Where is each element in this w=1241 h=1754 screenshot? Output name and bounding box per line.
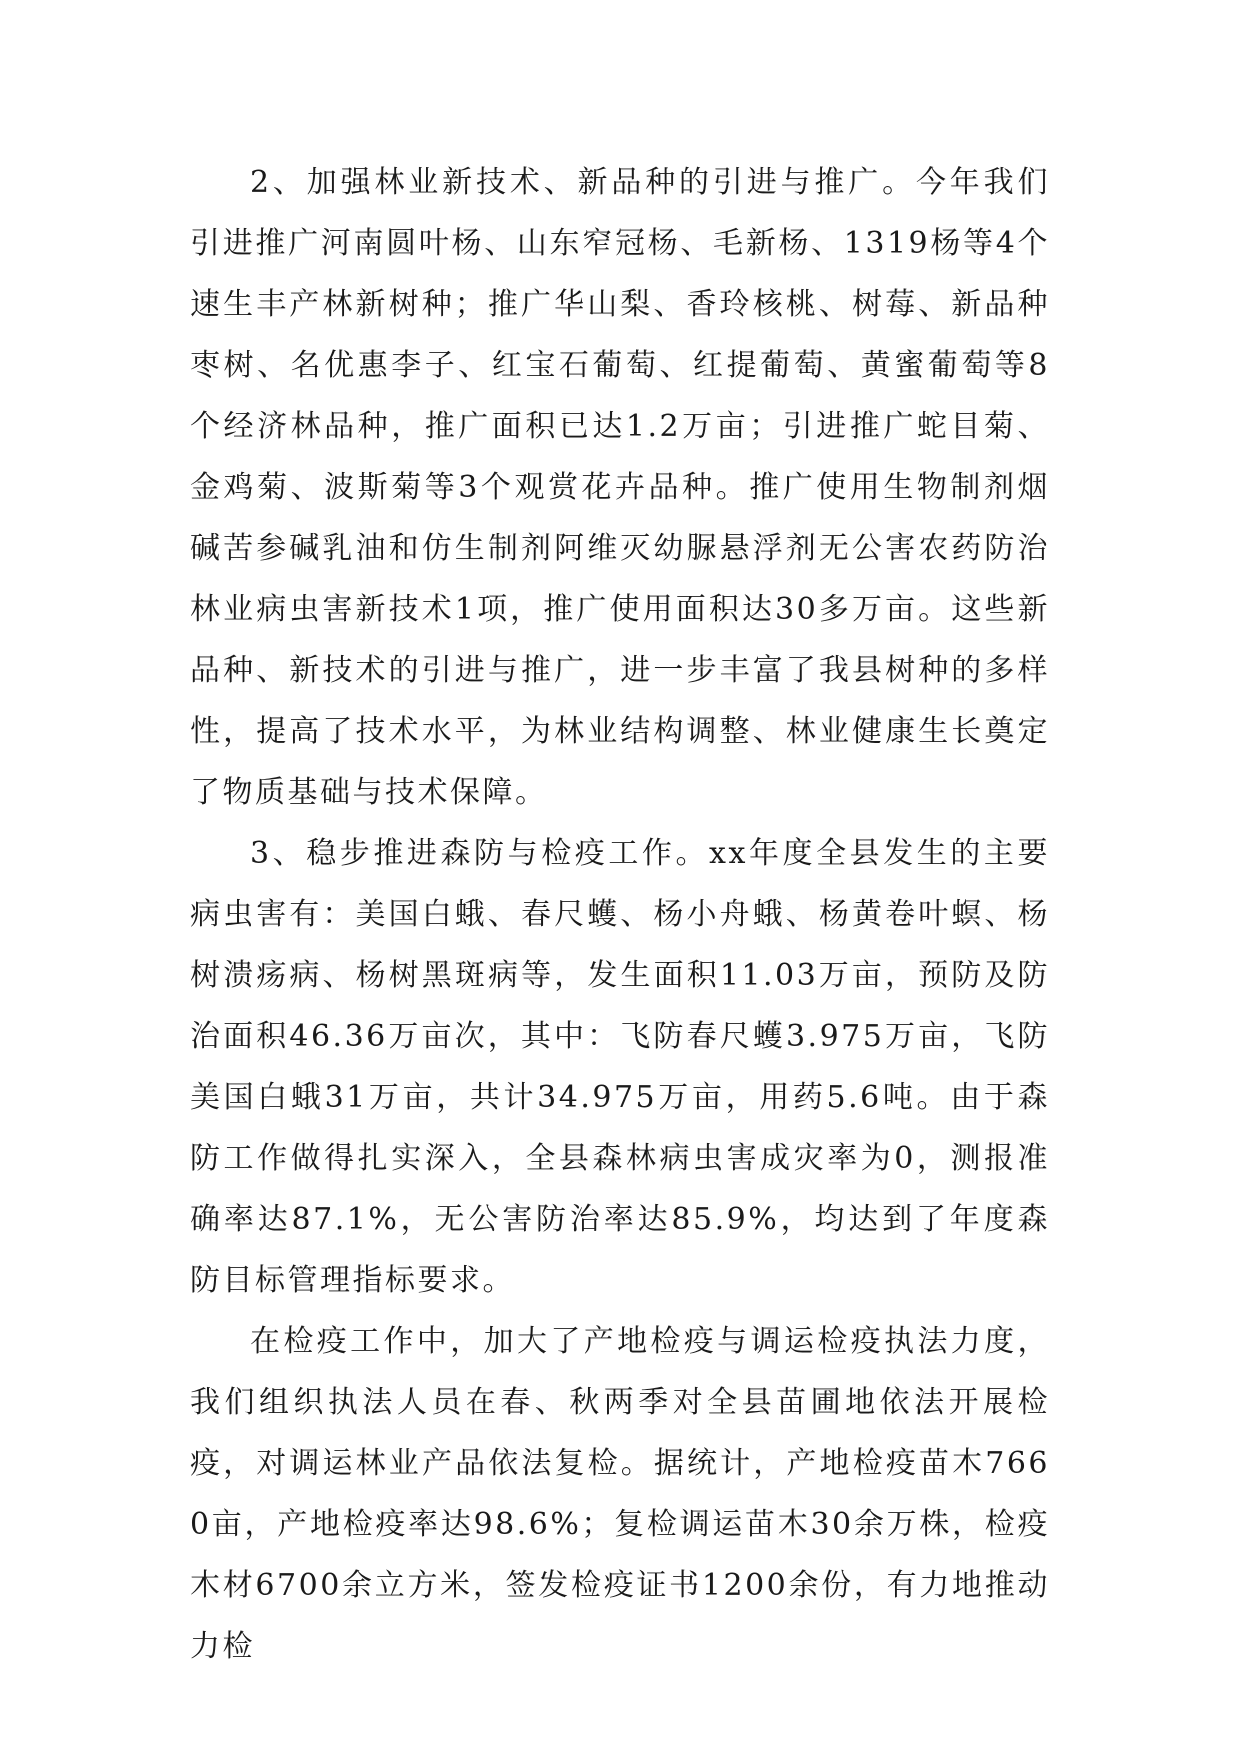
- paragraph-forestry-tech-promotion: 2、加强林业新技术、新品种的引进与推广。今年我们引进推广河南圆叶杨、山东窄冠杨、毛新杨、1319杨等4个速生丰产林新树种；推广华山梨、香玲核桃、树莓、新品种枣树、名优惠李子、红宝石葡萄、红提葡萄、黄蜜葡萄等8个经济林品种，推广面积已达1.2万亩；引进推广蛇目菊、金鸡菊、波斯菊等3个观赏花卉品种。推广使用生物制剂烟碱苦参碱乳油和仿生制剂阿维灭幼脲悬浮剂无公害农药防治林业病虫害新技术1项，推广使用面积达30多万亩。这些新品种、新技术的引进与推广，进一步丰富了我县树种的多样性，提高了技术水平，为林业结构调整、林业健康生长奠定了物质基础与技术保障。: [190, 165, 1050, 810]
- paragraph-quarantine-enforcement: 在检疫工作中，加大了产地检疫与调运检疫执法力度，我们组织执法人员在春、秋两季对全县苗圃地依法开展检疫，对调运林业产品依法复检。据统计，产地检疫苗木7660亩，产地检疫率达98.6%；复检调运苗木30余万株，检疫木材6700余立方米，签发检疫证书1200余份，有力地推动力检: [190, 1324, 1050, 1664]
- paragraph-pest-control-quarantine: 3、稳步推进森防与检疫工作。xx年度全县发生的主要病虫害有：美国白蛾、春尺蠖、杨小舟蛾、杨黄卷叶螟、杨树溃疡病、杨树黑斑病等，发生面积11.03万亩，预防及防治面积46.36万亩次，其中：飞防春尺蠖3.975万亩，飞防美国白蛾31万亩，共计34.975万亩，用药5.6吨。由于森防工作做得扎实深入，全县森林病虫害成灾率为0，测报准确率达87.1%，无公害防治率达85.9%，均达到了年度森防目标管理指标要求。: [190, 836, 1050, 1298]
- document-body: [190, 152, 1050, 1677]
